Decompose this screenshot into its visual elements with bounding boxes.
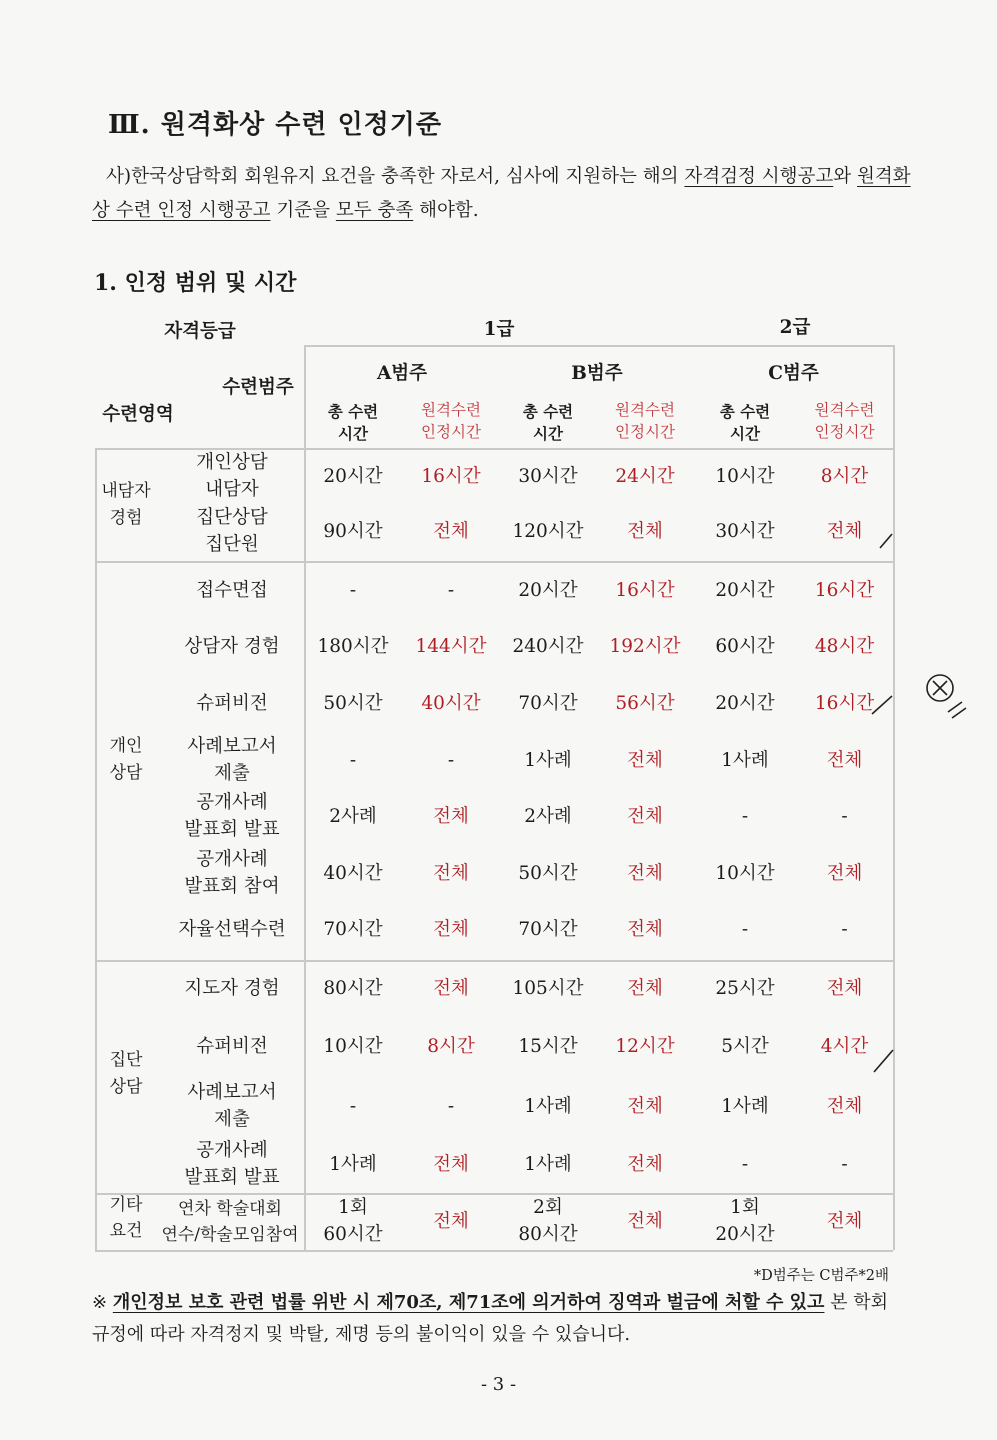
total-hours-cell: 70시간: [518, 919, 578, 940]
category-label: 수련범주: [222, 377, 294, 398]
remote-hours-cell: 전체: [826, 750, 863, 771]
warning-prefix: ※: [92, 1292, 113, 1313]
remote-hours-label: 원격수련: [421, 401, 481, 419]
total-hours-label: 총 수련: [522, 402, 574, 421]
total-hours-cell: 70시간: [518, 693, 578, 714]
table-border-top: [304, 345, 893, 347]
remote-hours-cell: 8시간: [820, 466, 869, 487]
remote-hours-cell: 전체: [433, 1211, 469, 1232]
total-hours-cell: 1회: [730, 1197, 760, 1218]
total-hours-cell: 15시간: [518, 1036, 578, 1057]
group-label: 내담자: [101, 481, 151, 501]
circled-mark: [927, 675, 953, 701]
remote-hours-cell: -: [447, 1096, 455, 1117]
remote-hours-cell: 4시간: [820, 1036, 869, 1057]
remote-hours-cell: 전체: [627, 978, 663, 999]
circled-mark-cross: [933, 681, 947, 695]
row-label: 공개사례: [196, 1140, 268, 1161]
group-label: 경험: [109, 508, 143, 528]
total-hours-label: 시간: [338, 424, 368, 443]
group-line-1: [95, 561, 893, 563]
total-hours-label: 총 수련: [719, 402, 771, 421]
row-label: 연수/학술모임참여: [161, 1225, 299, 1245]
remote-hours-cell: 8시간: [427, 1036, 475, 1057]
remote-hours-cell: 전체: [433, 806, 469, 827]
class-c-label: C범주: [768, 363, 819, 384]
intro-text-3: 기준을: [270, 200, 336, 221]
total-hours-cell: -: [349, 750, 357, 771]
total-hours-cell: 50시간: [518, 863, 578, 884]
row-label: 사례보고서: [187, 736, 277, 757]
total-hours-cell: -: [349, 1096, 357, 1117]
table-border-left: [95, 448, 97, 1250]
total-hours-cell: 10시간: [715, 466, 775, 487]
table-border-bottom: [95, 1250, 893, 1252]
remote-hours-label: 원격수련: [615, 401, 675, 419]
remote-hours-cell: 16시간: [615, 580, 675, 601]
remote-hours-cell: 전체: [627, 750, 663, 771]
row-label: 공개사례: [196, 792, 268, 813]
intro-underline-1: 자격검정 시행공고: [684, 166, 834, 187]
page-title: Ⅲ. 원격화상 수련 인정기준: [108, 110, 443, 140]
row-label: 슈퍼비전: [196, 693, 268, 714]
total-hours-cell: 5시간: [721, 1036, 769, 1057]
remote-hours-cell: 24시간: [615, 466, 675, 487]
remote-hours-cell: 전체: [627, 1154, 663, 1175]
total-hours-cell: 80시간: [323, 978, 383, 999]
total-hours-cell: 1사례: [524, 1096, 572, 1117]
total-hours-cell: 1사례: [721, 750, 769, 771]
remote-hours-label: 인정시간: [615, 423, 675, 441]
row-label: 제출: [214, 763, 250, 784]
remote-hours-cell: 전체: [826, 521, 863, 542]
footnote: *D범주는 C범주*2배: [753, 1268, 889, 1284]
class-b-label: B범주: [571, 363, 623, 384]
remote-hours-cell: 16시간: [421, 466, 481, 487]
total-hours-cell: 30시간: [715, 521, 775, 542]
total-hours-cell: 10시간: [715, 863, 775, 884]
remote-hours-label: 인정시간: [814, 423, 875, 441]
total-hours-cell: 2회: [533, 1197, 563, 1218]
total-hours-cell: -: [741, 1154, 749, 1175]
remote-hours-cell: -: [841, 1154, 848, 1175]
total-hours-cell: 60시간: [715, 636, 775, 657]
total-hours-cell: 240시간: [512, 636, 584, 657]
total-hours-cell: 2사례: [524, 806, 572, 827]
row-label: 집단상담: [196, 507, 268, 528]
total-hours-cell: 50시간: [323, 693, 383, 714]
remote-hours-cell: 56시간: [615, 693, 675, 714]
total-hours-cell: 20시간: [715, 580, 775, 601]
total-hours-cell: 1사례: [524, 1154, 572, 1175]
total-hours-cell: 2사례: [329, 806, 377, 827]
remote-hours-cell: 전체: [826, 978, 863, 999]
remote-hours-cell: 16시간: [814, 693, 875, 714]
total-hours-cell: 70시간: [323, 919, 383, 940]
remote-hours-cell: -: [447, 580, 455, 601]
total-hours-cell: 120시간: [512, 521, 584, 542]
remote-hours-cell: -: [841, 919, 848, 940]
remote-hours-cell: 전체: [433, 863, 469, 884]
remote-hours-cell: 48시간: [814, 636, 875, 657]
section-heading: 1. 인정 범위 및 시간: [94, 270, 297, 296]
grade-label: 자격등급: [164, 321, 236, 342]
total-hours-cell: 1사례: [524, 750, 572, 771]
page-number: - 3 -: [480, 1374, 517, 1395]
total-hours-cell: 20시간: [715, 693, 775, 714]
remote-hours-cell: 40시간: [421, 693, 481, 714]
total-hours-cell: 25시간: [715, 978, 775, 999]
total-hours-cell: 10시간: [323, 1036, 383, 1057]
double-slash-mark: [948, 702, 966, 718]
warning-rest: 본 학회 규정에 따라 자격정지 및 박탈, 제명 등의 불이익이 있을 수 있습니다.: [92, 1292, 889, 1345]
remote-hours-cell: 전체: [627, 863, 663, 884]
row-label: 슈퍼비전: [196, 1036, 268, 1057]
group-label: 요건: [109, 1221, 143, 1241]
total-hours-cell: 20시간: [715, 1224, 775, 1245]
group-line-2: [95, 960, 893, 962]
intro-text-4: 해야함.: [413, 200, 479, 221]
group-label: 집단: [109, 1050, 143, 1070]
total-hours-cell: 1사례: [721, 1096, 769, 1117]
row-label: 집단원: [205, 534, 259, 555]
row-label: 자율선택수련: [178, 919, 286, 940]
class-a-label: A범주: [376, 363, 428, 384]
total-hours-cell: -: [741, 806, 749, 827]
row-label: 접수면접: [196, 580, 268, 601]
remote-hours-cell: 전체: [433, 978, 469, 999]
remote-hours-cell: 전체: [826, 1096, 863, 1117]
remote-hours-cell: 전체: [627, 1211, 663, 1232]
total-hours-label: 시간: [533, 424, 563, 443]
remote-hours-cell: 전체: [627, 1096, 663, 1117]
remote-hours-cell: 전체: [627, 806, 663, 827]
warning-notice: [92, 1287, 902, 1351]
remote-hours-cell: -: [841, 806, 848, 827]
total-hours-label: 시간: [730, 424, 760, 443]
remote-hours-cell: 144시간: [415, 636, 487, 657]
row-label: 공개사례: [196, 849, 268, 870]
group-label: 상담: [109, 1077, 143, 1097]
intro-underline-2: 원격화상 수련 인정 시행공고: [92, 166, 911, 221]
remote-hours-cell: 전체: [627, 919, 663, 940]
remote-hours-cell: 전체: [433, 1154, 469, 1175]
area-label: 수련영역: [102, 404, 174, 425]
remote-hours-cell: 전체: [627, 521, 663, 542]
row-label: 지도자 경험: [184, 978, 280, 999]
grade-2-label: 2급: [779, 317, 811, 338]
total-hours-cell: 80시간: [518, 1224, 578, 1245]
row-label: 상담자 경험: [184, 636, 280, 657]
remote-hours-cell: 전체: [826, 1211, 863, 1232]
total-hours-cell: 1회: [338, 1197, 368, 1218]
group-label: 기타: [109, 1195, 143, 1215]
total-hours-cell: 20시간: [518, 580, 578, 601]
group-label: 상담: [109, 763, 143, 783]
intro-paragraph: [92, 160, 912, 228]
remote-hours-cell: 12시간: [615, 1036, 675, 1057]
total-hours-cell: 1사례: [329, 1154, 377, 1175]
total-hours-cell: -: [349, 580, 357, 601]
intro-text-1: 사)한국상담학회 회원유지 요건을 충족한 자로서, 심사에 지원하는 해의: [106, 166, 685, 187]
total-hours-cell: 30시간: [518, 466, 578, 487]
total-hours-cell: 180시간: [317, 636, 389, 657]
intro-text-2: 와: [833, 166, 858, 187]
row-label: 사례보고서: [187, 1082, 277, 1103]
warning-underlined: 개인정보 보호 관련 법률 위반 시 제70조, 제71조에 의거하여 징역과 벌금에 처할 수 있고: [112, 1292, 825, 1313]
remote-hours-cell: 16시간: [814, 580, 875, 601]
remote-hours-label: 원격수련: [814, 401, 875, 419]
remote-hours-cell: -: [447, 750, 455, 771]
total-hours-cell: 90시간: [323, 521, 383, 542]
total-hours-cell: -: [741, 919, 749, 940]
row-label: 발표회 발표: [184, 1167, 280, 1188]
total-hours-cell: 60시간: [323, 1224, 383, 1245]
intro-underline-3: 모두 충족: [335, 200, 414, 221]
remote-hours-cell: 192시간: [609, 636, 681, 657]
row-label: 제출: [214, 1109, 250, 1130]
group-label: 개인: [109, 736, 143, 756]
row-label: 발표회 발표: [184, 819, 280, 840]
total-hours-cell: 105시간: [512, 978, 584, 999]
remote-hours-cell: 전체: [433, 919, 469, 940]
row-label: 연차 학술대회: [178, 1199, 282, 1219]
table-border-right: [893, 345, 895, 1250]
total-hours-cell: 20시간: [323, 466, 383, 487]
row-label: 발표회 참여: [184, 876, 280, 897]
remote-hours-cell: 전체: [433, 521, 469, 542]
row-label: 내담자: [205, 479, 259, 500]
total-hours-label: 총 수련: [327, 402, 379, 421]
remote-hours-label: 인정시간: [421, 423, 481, 441]
total-hours-cell: 40시간: [323, 863, 383, 884]
grade-1-label: 1급: [483, 319, 515, 340]
remote-hours-cell: 전체: [826, 863, 863, 884]
row-label: 개인상담: [196, 452, 268, 473]
